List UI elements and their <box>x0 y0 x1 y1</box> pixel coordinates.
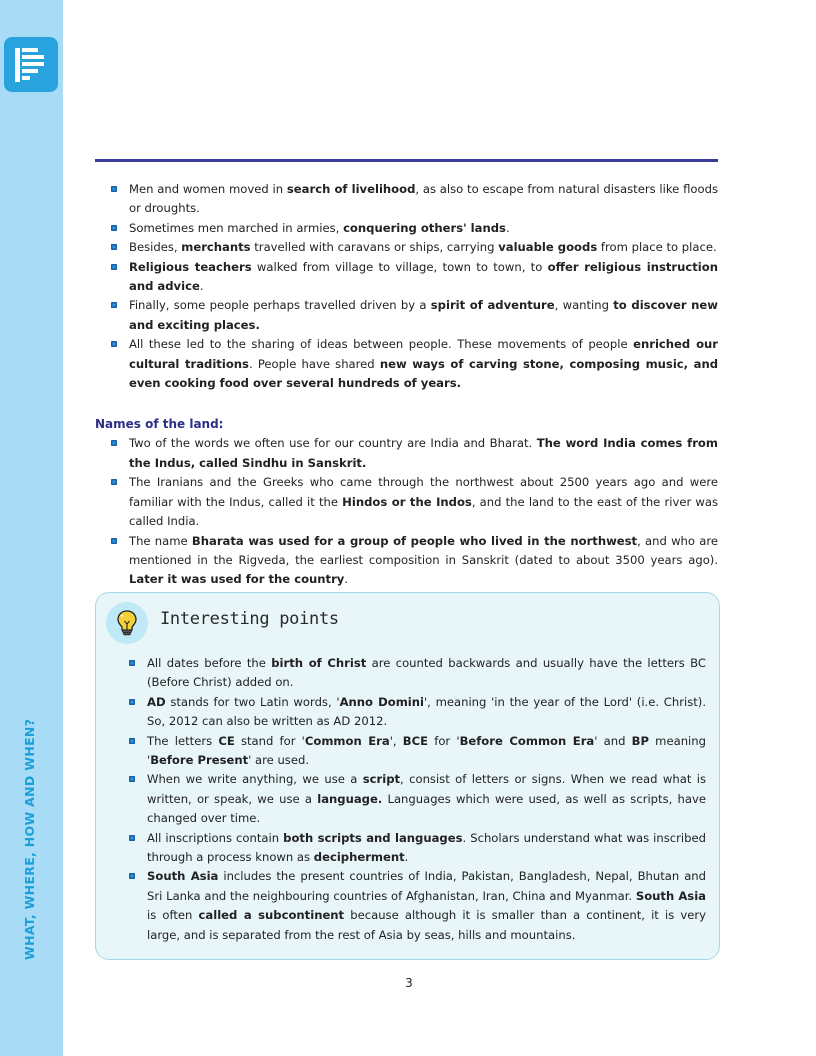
text-run: . People have shared <box>248 356 380 371</box>
bold-text: enriched our cultural traditions <box>129 337 718 371</box>
bold-text: language. <box>317 791 383 806</box>
bulb-badge <box>106 602 148 644</box>
text-run: for ' <box>428 733 460 748</box>
text-run: , and who are mentioned in the Rigveda, the earliest composition in Sanskrit (dated to about 3500 years ago). <box>129 533 718 567</box>
text-run: . <box>199 279 204 294</box>
text-run: . <box>404 850 409 865</box>
page-number: 3 <box>405 976 413 990</box>
bold-text: both scripts and languages <box>283 830 463 845</box>
bold-text: Anno Domini <box>339 694 424 709</box>
text-run: stand for ' <box>234 733 305 748</box>
text-run: Sometimes men marched in armies, <box>129 220 344 235</box>
bold-text: conquering others' lands <box>343 220 506 235</box>
text-run: is often <box>147 908 199 923</box>
text-run: walked from village to village, town to town, to <box>251 259 548 274</box>
page-sidebar <box>0 0 63 1056</box>
text-run: ', <box>389 733 403 748</box>
bold-text: decipherment <box>313 850 405 865</box>
text-run: All dates before the <box>147 656 272 670</box>
text-run: ' and <box>594 733 632 748</box>
list-item <box>95 258 718 297</box>
bold-text: AD <box>147 694 166 709</box>
interesting-points-list <box>113 654 706 945</box>
bold-text: to discover new and exciting places. <box>129 298 718 332</box>
text-run: , as also to escape from natural disasters like floods or droughts. <box>129 182 718 216</box>
header-rule <box>95 159 718 162</box>
interesting-points-box <box>95 592 720 960</box>
bold-text: called a subcontinent <box>198 908 345 923</box>
bold-text: Later it was used for the country <box>129 572 345 587</box>
bold-text: new ways of carving stone, composing music, and even cooking food over several hundreds of years. <box>129 356 718 391</box>
bold-text: The word India comes from the Indus, called Sindhu in Sanskrit. <box>129 436 718 470</box>
text-run: The Iranians and the Greeks who came through the northwest about 2500 years ago and were familiar with the Indus, called it the <box>129 475 718 509</box>
text-run: . Scholars understand what was inscribed through a process known as <box>147 830 707 865</box>
bold-text: South Asia <box>147 869 219 884</box>
text-run: from place to place. <box>597 240 717 255</box>
list-item <box>95 532 718 590</box>
bold-text: script <box>362 772 401 787</box>
text-run: All inscriptions contain <box>147 830 284 845</box>
text-run: Men and women moved in <box>129 182 287 196</box>
bold-text: BP <box>631 733 649 748</box>
list-item <box>95 473 718 531</box>
text-run: , consist of letters or signs. When we read what is written, or speak, we use a <box>147 772 706 806</box>
text-run: The letters <box>147 733 219 748</box>
text-run: The name <box>129 533 192 548</box>
text-run: . <box>505 220 510 235</box>
lightbulb-icon <box>115 609 139 637</box>
bold-text: merchants <box>181 240 251 255</box>
list-item <box>113 732 706 771</box>
list-item <box>113 770 706 828</box>
names-section-title: Names of the land: <box>95 417 224 432</box>
text-run: meaning ' <box>147 733 706 768</box>
text-run: ', meaning 'in the year of the Lord' (i.e. Christ). So, 2012 can also be written as AD 2012. <box>147 694 706 729</box>
text-run: ' are used. <box>248 753 310 768</box>
list-item <box>113 829 706 868</box>
list-item <box>95 180 718 219</box>
movement-list <box>95 180 718 393</box>
list-item <box>95 296 718 335</box>
text-run: All these led to the sharing of ideas between people. These movements of people <box>129 337 634 352</box>
bold-text: Before Present <box>150 753 249 768</box>
text-run: stands for two Latin words, ' <box>165 694 340 709</box>
text-run: Finally, some people perhaps travelled driven by a <box>129 298 431 313</box>
bold-text: Religious teachers <box>129 259 252 274</box>
text-run: are counted backwards and usually have the letters BC (Before Christ) added on. <box>147 656 706 690</box>
text-run: because although it is smaller than a continent, it is very large, and is separated from the rest of Asia by seas, hills and mountains. <box>147 908 706 942</box>
text-run: Besides, <box>129 240 182 255</box>
list-item <box>95 219 718 238</box>
bold-text: CE <box>218 733 235 748</box>
list-item <box>113 867 706 945</box>
text-run: , and the land to the east of the river was called India. <box>129 494 718 529</box>
text-run: Two of the words we often use for our country are India and Bharat. <box>129 436 537 451</box>
list-item <box>95 335 718 393</box>
publisher-logo <box>4 37 58 92</box>
bold-text: Common Era <box>304 733 390 748</box>
bold-text: BCE <box>402 733 429 748</box>
list-item <box>113 654 706 693</box>
text-run: , wanting <box>554 298 614 313</box>
bold-text: South Asia <box>635 888 706 903</box>
bold-text: spirit of adventure <box>430 298 555 313</box>
bold-text: Bharata was used for a group of people who lived in the northwest <box>191 533 638 548</box>
names-list <box>95 434 718 589</box>
bold-text: Hindos or the Indos <box>342 494 472 509</box>
interesting-points-title: Interesting points <box>160 609 339 629</box>
chapter-vertical-title: WHAT, WHERE, HOW AND WHEN? <box>22 718 37 960</box>
text-run: travelled with caravans or ships, carrying <box>250 240 499 255</box>
text-run: Languages which were used, as well as scripts, have changed over time. <box>147 791 706 826</box>
publisher-logo-icon <box>13 45 49 85</box>
text-run: includes the present countries of India, Pakistan, Bangladesh, Nepal, Bhutan and Sri Lanka and the neighbouring countries of Afghanistan, Iran, China and Myanmar. <box>147 869 707 903</box>
bold-text: valuable goods <box>498 240 598 255</box>
bold-text: birth of Christ <box>271 656 367 670</box>
bold-text: offer religious instruction and advice <box>129 259 719 294</box>
list-item <box>113 693 706 732</box>
main-content <box>95 180 718 590</box>
bold-text: Before Common Era <box>459 733 595 748</box>
list-item <box>95 238 718 257</box>
text-run: When we write anything, we use a <box>147 772 363 787</box>
text-run: . <box>344 572 349 587</box>
bold-text: search of livelihood <box>286 182 416 196</box>
list-item <box>95 434 718 473</box>
